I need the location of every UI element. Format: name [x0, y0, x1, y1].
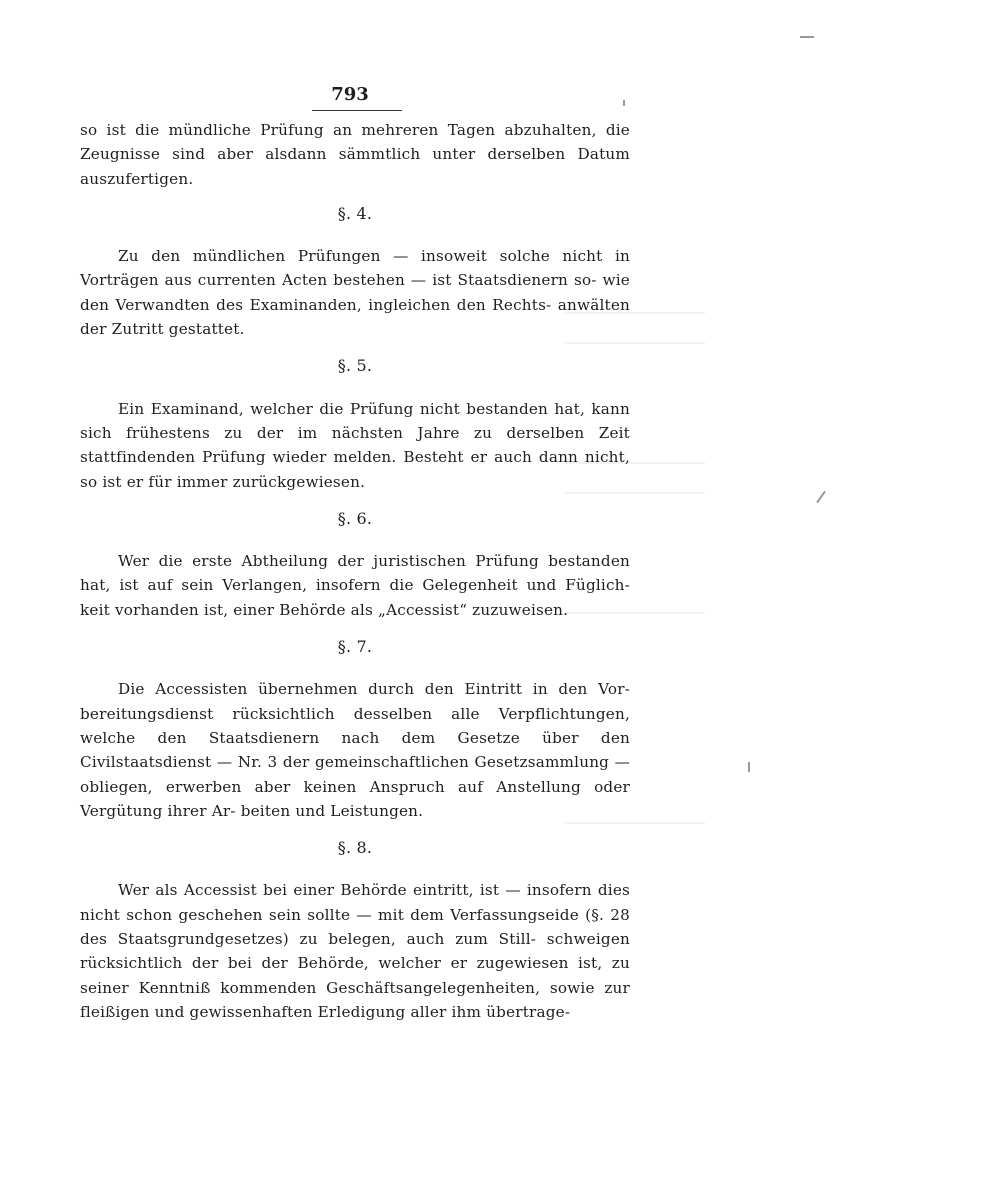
- paragraph-section-4: Zu den mündlichen Prüfungen — insoweit solche nicht in Vorträgen aus currenten Acten bestehen — ist Staatsdienern so- wie den Verwandten des Examinanden, ingleichen den Rechts- anwälten der Zutritt gestattet.: [80, 247, 630, 339]
- paragraph-continuation: so ist die mündliche Prüfung an mehreren Tagen abzuhalten, die Zeugnisse sind aber alsdann sämmtlich unter derselben Datum auszufertigen.: [80, 121, 630, 188]
- section-heading-8: §. 8.: [337, 838, 373, 858]
- show-through-line: [565, 492, 705, 494]
- body-text: [80, 118, 630, 1024]
- show-through-line: [565, 342, 705, 344]
- section-heading-6: §. 6.: [337, 508, 373, 528]
- scan-speck: [800, 36, 814, 38]
- section-heading-7: §. 7.: [337, 637, 373, 657]
- scan-speck: [623, 100, 625, 106]
- scan-speck: [816, 491, 826, 504]
- section-heading-5: §. 5.: [337, 356, 373, 376]
- page-number-rule: [312, 110, 402, 111]
- section-heading-4: §. 4.: [337, 203, 373, 223]
- show-through-line: [565, 312, 705, 314]
- paragraph-section-7: Die Accessisten übernehmen durch den Eintritt in den Vor- bereitungsdienst rücksichtlich desselben alle Verpflichtungen, welche den Staatsdienern nach dem Gesetze über den Civilstaatsdienst — Nr. 3 der gemeinschaftlichen Gesetzsammlung — obliegen, erwerben aber keinen Anspruch auf Anstellung oder Vergütung ihrer Ar- beiten und Leistungen.: [80, 680, 630, 820]
- paragraph-section-5: Ein Examinand, welcher die Prüfung nicht bestanden hat, kann sich frühestens zu der im nächsten Jahre zu derselben Zeit stattfindenden Prüfung wieder melden. Besteht er auch dann nicht, so ist er für immer zurückgewiesen.: [80, 399, 630, 491]
- paragraph-section-8: Wer als Accessist bei einer Behörde eintritt, ist — insofern dies nicht schon geschehen sein sollte — mit dem Verfassungseide (§. 28 des Staatsgrundgesetzes) zu belegen, auch zum Still- schweigen rücksichtlich der bei der Behörde, welcher er zugewiesen ist, zu seiner Kenntniß kommenden Geschäftsangelegenheiten, sowie zur fleißigen und gewissenhaften Erledigung aller ihm übertrage-: [80, 881, 630, 1021]
- show-through-line: [565, 612, 705, 614]
- show-through-line: [565, 822, 705, 824]
- paragraph-section-6: Wer die erste Abtheilung der juristischen Prüfung bestanden hat, ist auf sein Verlangen, insofern die Gelegenheit und Füglich- keit vorhanden ist, einer Behörde als „Accessist“ zuzuweisen.: [80, 552, 630, 619]
- scan-speck: [748, 762, 750, 772]
- show-through-line: [565, 462, 705, 464]
- page-number: 793: [331, 84, 369, 105]
